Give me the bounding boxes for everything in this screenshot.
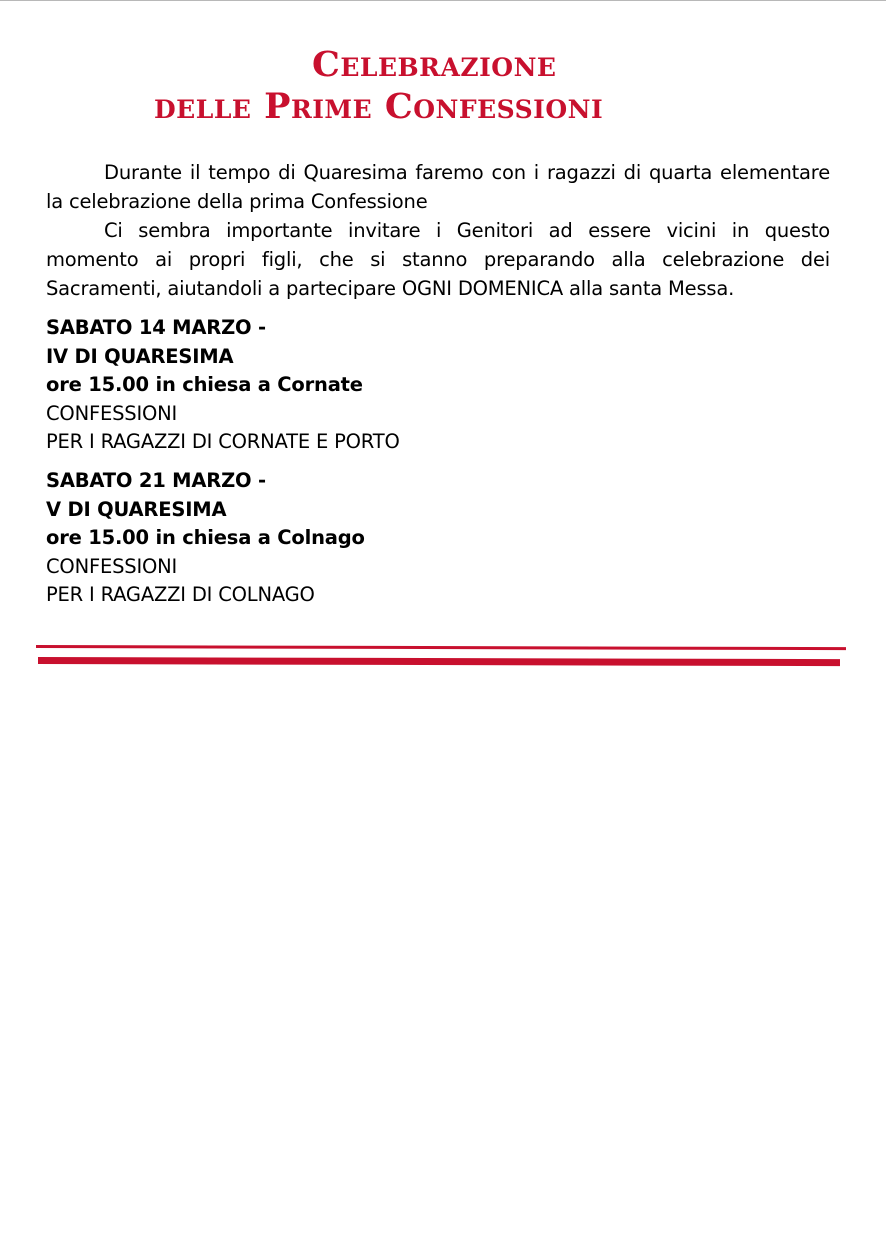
event-liturgy: IV DI QUARESIMA: [46, 344, 234, 368]
event-date: SABATO 21 MARZO -: [46, 469, 266, 492]
event-audience: PER I RAGAZZI DI COLNAGO: [46, 583, 315, 606]
event-date: SABATO 14 MARZO -: [46, 316, 266, 339]
title-line-1: Celebrazione: [312, 44, 557, 85]
event-block-1: [46, 314, 646, 457]
top-border-line: [0, 0, 886, 1]
event-activity: CONFESSIONI: [46, 401, 178, 425]
divider-thin: [36, 645, 846, 650]
event-time-place: ore 15.00 in chiesa a Colnago: [46, 526, 365, 549]
event-liturgy: V DI QUARESIMA: [46, 497, 227, 521]
intro-paragraph-1: Durante il tempo di Quaresima faremo con i ragazzi di quarta elementare la celebrazione della prima Confessione: [46, 161, 830, 213]
event-block-2: [46, 467, 646, 610]
event-time-place: ore 15.00 in chiesa a Cornate: [46, 373, 363, 396]
divider-thick: [38, 657, 840, 666]
title-line-2: delle Prime Confessioni: [154, 86, 604, 127]
intro-paragraph-2: Ci sembra importante invitare i Genitori ad essere vicini in questo momento ai propri figli, che si stanno preparando alla celebrazione dei Sacramenti, aiutandoli a partecipare OGNI DOMENICA alla santa Messa.: [46, 219, 830, 300]
event-activity: CONFESSIONI: [46, 554, 178, 578]
intro-text: [46, 158, 830, 303]
event-audience: PER I RAGAZZI DI CORNATE E PORTO: [46, 430, 400, 453]
page-title: [0, 44, 886, 128]
